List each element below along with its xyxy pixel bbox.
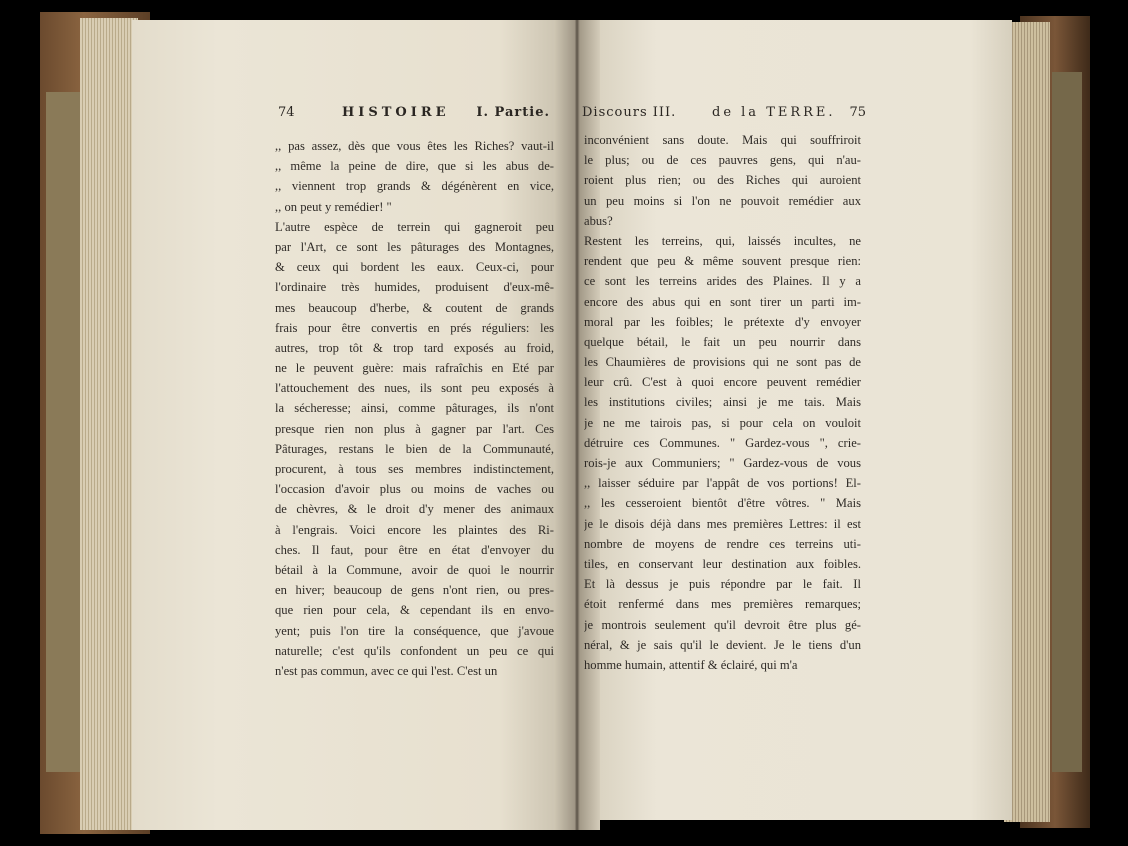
right-page-text	[584, 130, 861, 675]
left-text-line: frais pour être convertis en prés réguliers: les	[275, 320, 554, 335]
right-text-line: tiles, en conservant leur destination aux foibles.	[584, 556, 861, 571]
left-text-line: & ceux qui bordent les eaux. Ceux-ci, pour	[275, 260, 554, 275]
left-text-line: la sécheresse; ainsi, comme pâturages, ils n'ont	[275, 401, 554, 416]
left-text-line: l'attouchement des nues, ils sont peu exposés à	[275, 381, 554, 396]
right-text-line: les Chaumières de provisions qui ne sont pas de	[584, 355, 861, 370]
right-text-line: rois-je aux Communiers; " Gardez-vous de vous	[584, 456, 861, 470]
right-text-line: je le disois déjà dans mes premières Lettres: il est	[584, 516, 861, 531]
right-text-line: inconvénient sans doute. Mais qui souffriroit	[584, 133, 861, 147]
left-text-line: l'ordinaire très humides, produisent d'eux-mê-	[275, 280, 554, 295]
left-text-line: de chèvres, & le droit d'y mener des animaux	[275, 502, 554, 517]
left-text-line: n'est pas commun, avec ce qui l'est. C'est un	[275, 663, 498, 678]
left-text-line: ,, on peut y remédier! "	[275, 199, 392, 214]
left-page-number: 74	[278, 105, 295, 120]
right-text-line: encore des abus qui en sont tirer un parti im-	[584, 294, 861, 309]
left-text-line: Pâturages, restans le bien de la Communauté,	[275, 441, 554, 456]
right-text-line: quelque bétail, le fait un peu nourrir dans	[584, 334, 861, 349]
right-text-line: roient plus rien; ou des Riches qui auroient	[584, 173, 861, 188]
right-text-line: ,, laisser séduire par l'appât de vos portions! El-	[584, 476, 861, 491]
open-book	[40, 12, 1090, 834]
right-text-line: ,, les cesseroient bientôt d'être vôtres. " Mais	[584, 496, 861, 511]
right-text-line: je ne me tairois pas, si pour cela on vouloit	[584, 415, 861, 430]
right-text-line: je montrois seulement qu'il devroit être plus gé-	[584, 617, 861, 632]
left-text-line: en hiver; beaucoup de gens n'ont rien, ou pres-	[275, 583, 554, 598]
right-text-line: rendent que peu & même souvent presque rien:	[584, 254, 861, 269]
left-text-line: à l'engrais. Voici encore les plaintes des Ri-	[275, 522, 554, 537]
left-text-line: bétail à la Commune, avoir de quoi le nourrir	[275, 562, 554, 577]
right-text-line: homme humain, attentif & éclairé, qui m'a	[584, 657, 798, 672]
right-text-line: Et là dessus je puis répondre par le fait. Il	[584, 577, 861, 592]
right-text-line: un peu moins si l'on ne pouvoit remédier aux	[584, 193, 861, 208]
left-text-line: ,, même la peine de dire, que si les abus de-	[275, 159, 554, 174]
left-text-line: par l'Art, ce sont les pâturages des Montagnes,	[275, 239, 554, 254]
right-text-line: ce sont les terreins arides des Plaines. Il y a	[584, 274, 861, 289]
right-text-line: néral, & je sais qu'il le devient. Je le tiens d'un	[584, 637, 861, 652]
right-header-title: de la TERRE.	[712, 105, 836, 120]
right-text-line: Restent les terreins, qui, laissés incultes, ne	[584, 233, 861, 248]
left-text-line: ,, pas assez, dès que vous êtes les Riches? vaut-il	[275, 139, 554, 153]
right-header-discours: Discours III.	[582, 105, 677, 120]
right-text-line: nombre de moyens de rendre ces terreins uti-	[584, 536, 861, 551]
right-text-line: étoit renfermé dans mes premières remarques;	[584, 597, 861, 612]
left-text-line: que rien pour cela, & cependant ils en envo-	[275, 603, 554, 618]
left-text-line: l'occasion d'avoir plus ou moins de vaches ou	[275, 482, 554, 497]
left-text-line: ne le peuvent guère: mais rafraîchis en Eté par	[275, 361, 554, 376]
left-text-line: ,, viennent trop grands & dégénèrent en vice,	[275, 179, 554, 194]
left-text-line: presque rien non plus à gagner par l'art. Ces	[275, 421, 554, 436]
left-page-text	[275, 136, 554, 681]
left-text-line: autres, trop tôt & trop tard exposés au froid,	[275, 340, 554, 355]
left-text-line: naturelle; c'est qu'ils confondent un peu ce qui	[275, 643, 554, 658]
left-text-line: L'autre espèce de terrein qui gagneroit peu	[275, 219, 554, 234]
right-page-number: 75	[849, 105, 866, 120]
right-text-line: moral par les foibles; le prétexte d'y envoyer	[584, 314, 861, 329]
left-text-line: ches. Il faut, pour être en état d'envoyer du	[275, 542, 554, 557]
left-text-line: procurent, à tous ses membres indistinctement,	[275, 462, 554, 476]
right-text-line: le plus; ou de ces pauvres gens, qui n'au-	[584, 153, 861, 168]
left-text-line: mes beaucoup d'herbe, & coutent de grands	[275, 300, 554, 315]
left-text-line: yent; puis l'on tire la conséquence, que j'avoue	[275, 623, 554, 638]
right-cover-paper-strip	[1052, 72, 1082, 772]
right-text-line: détruire ces Communes. " Gardez-vous ", crie-	[584, 435, 861, 450]
right-text-line: abus?	[584, 213, 613, 228]
right-text-line: leur crû. C'est à quoi encore peuvent remédier	[584, 375, 861, 390]
left-header-part: I. Partie.	[476, 105, 550, 120]
left-page-edges	[80, 18, 138, 830]
right-text-line: les institutions civiles; ainsi je me tais. Mais	[584, 395, 861, 410]
left-header-title: HISTOIRE	[342, 105, 450, 120]
